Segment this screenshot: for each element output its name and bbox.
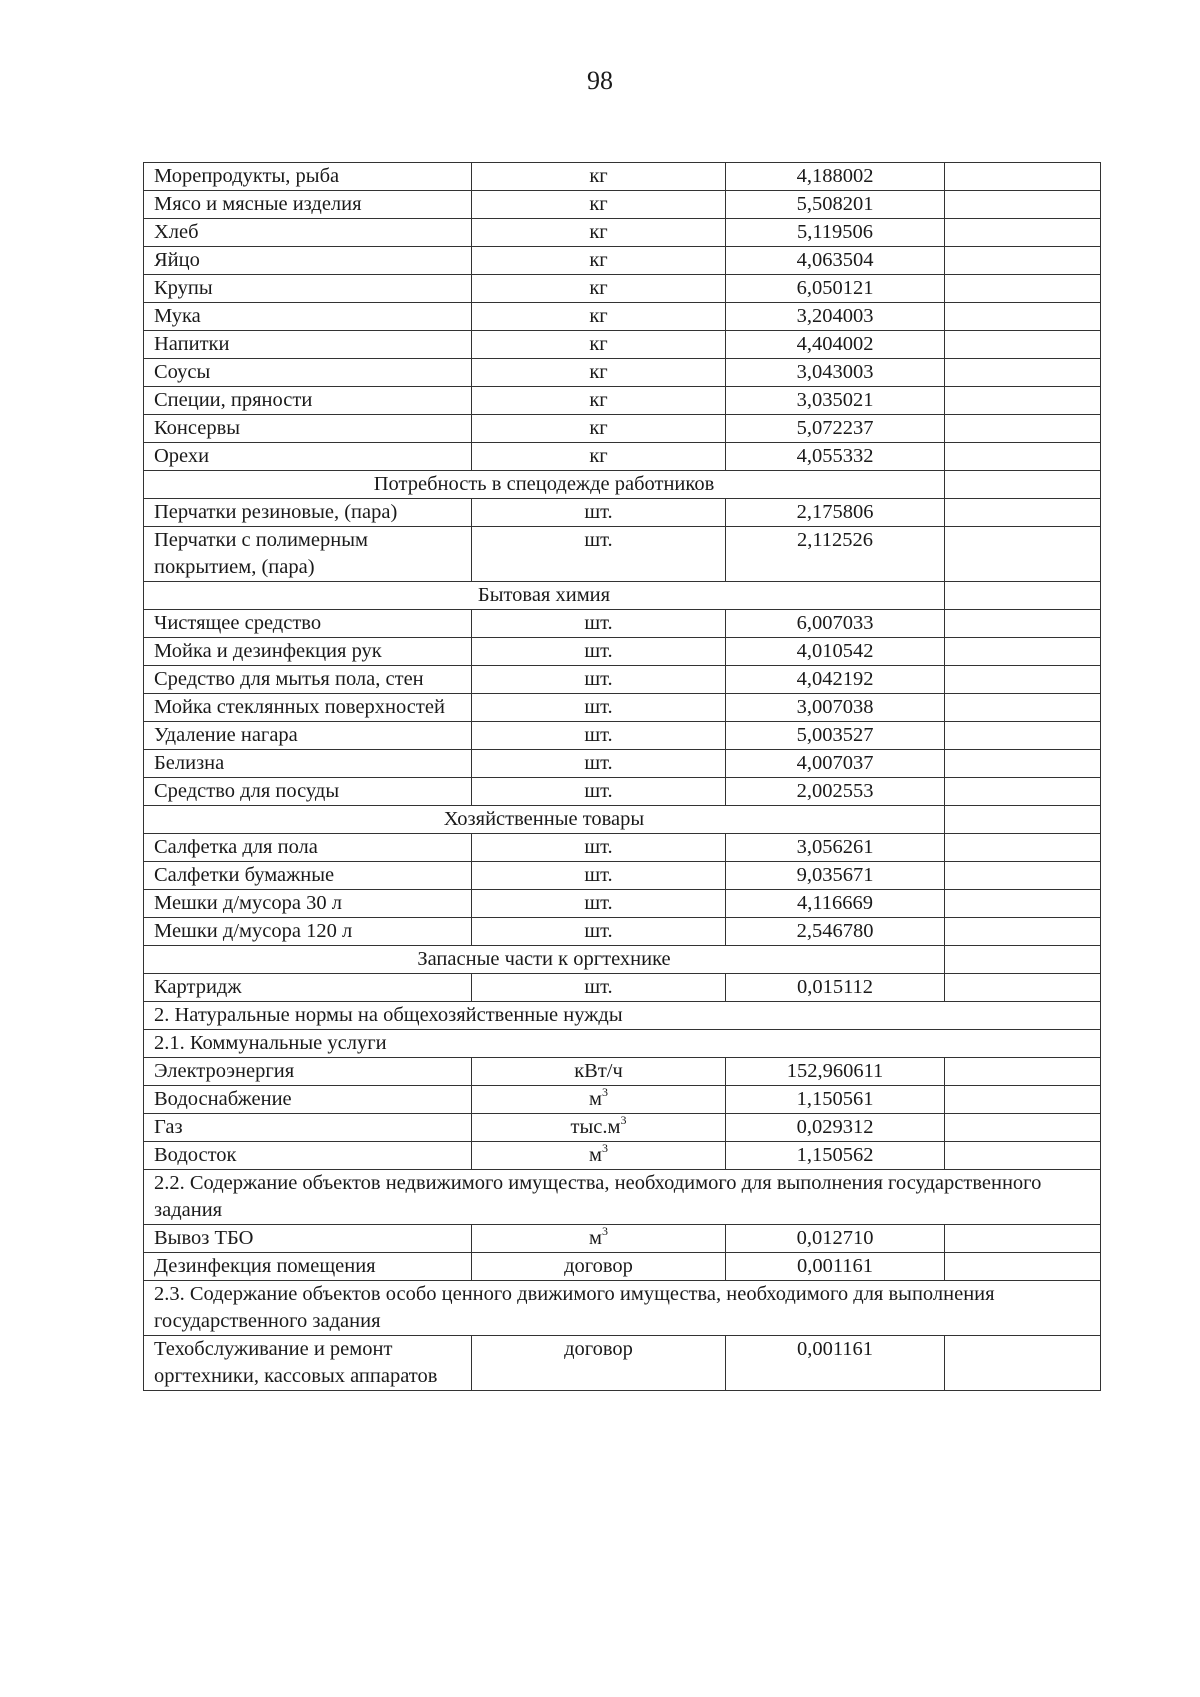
unit-text: кг [589,445,608,467]
table-row [144,1142,1101,1170]
item-value: 5,508201 [726,191,945,219]
item-value: 4,063504 [726,247,945,275]
item-unit [472,247,726,275]
item-name: Мешки д/мусора 30 л [144,890,472,918]
item-unit [472,415,726,443]
empty-cell [945,1086,1101,1114]
unit-text: шт. [584,640,613,662]
table-row [144,974,1101,1002]
item-value: 152,960611 [726,1058,945,1086]
item-value: 0,015112 [726,974,945,1002]
item-unit [472,1114,726,1142]
item-name: Средство для посуды [144,778,472,806]
unit-text: шт. [584,920,613,942]
item-value: 5,072237 [726,415,945,443]
item-value: 4,010542 [726,638,945,666]
item-value: 3,035021 [726,387,945,415]
item-unit [472,387,726,415]
empty-cell [945,1114,1101,1142]
unit-superscript: 3 [620,1113,627,1127]
item-name: Мука [144,303,472,331]
item-name: Вывоз ТБО [144,1225,472,1253]
item-value: 2,546780 [726,918,945,946]
unit-text: кг [589,361,608,383]
table-row [144,1253,1101,1281]
item-value: 4,188002 [726,163,945,191]
item-value: 9,035671 [726,862,945,890]
section-title: Запасные части к оргтехнике [144,946,945,974]
item-name: Напитки [144,331,472,359]
section-row [144,582,1101,610]
item-name: Техобслуживание и ремонт оргтехники, кассовых аппаратов [144,1336,472,1391]
unit-text: шт. [584,612,613,634]
item-name: Мойка и дезинфекция рук [144,638,472,666]
table-row [144,247,1101,275]
item-name: Дезинфекция помещения [144,1253,472,1281]
section-title: 2.3. Содержание объектов особо ценного движимого имущества, необходимого для выполнения государственного задания [144,1281,1101,1336]
item-unit [472,275,726,303]
item-name: Яйцо [144,247,472,275]
item-value: 2,002553 [726,778,945,806]
item-value: 0,012710 [726,1225,945,1253]
item-name: Соусы [144,359,472,387]
unit-superscript: 3 [601,1141,608,1155]
item-value: 3,007038 [726,694,945,722]
empty-cell [945,471,1101,499]
item-value: 0,001161 [726,1336,945,1391]
item-name: Чистящее средство [144,610,472,638]
item-value: 4,404002 [726,331,945,359]
empty-cell [945,890,1101,918]
table-row [144,1058,1101,1086]
item-name: Специи, пряности [144,387,472,415]
unit-text: кг [589,333,608,355]
table-row [144,750,1101,778]
item-name: Перчатки резиновые, (пара) [144,499,472,527]
item-value: 6,007033 [726,610,945,638]
section-title: Хозяйственные товары [144,806,945,834]
section-row [144,471,1101,499]
empty-cell [945,638,1101,666]
empty-cell [945,163,1101,191]
unit-text: тыс.м [570,1116,621,1138]
unit-superscript: 3 [601,1224,608,1238]
empty-cell [945,1253,1101,1281]
section-title: Потребность в спецодежде работников [144,471,945,499]
table-row [144,359,1101,387]
item-value: 0,001161 [726,1253,945,1281]
empty-cell [945,946,1101,974]
item-name: Салфетка для пола [144,834,472,862]
page-number: 98 [587,66,613,95]
item-name: Картридж [144,974,472,1002]
empty-cell [945,610,1101,638]
item-unit [472,834,726,862]
item-unit [472,918,726,946]
empty-cell [945,722,1101,750]
item-unit [472,1225,726,1253]
table-row [144,1086,1101,1114]
empty-cell [945,331,1101,359]
section-title: 2. Натуральные нормы на общехозяйственные нужды [144,1002,1101,1030]
section-row [144,806,1101,834]
item-unit [472,610,726,638]
item-value: 6,050121 [726,275,945,303]
item-unit [472,862,726,890]
item-unit [472,219,726,247]
empty-cell [945,750,1101,778]
unit-text: договор [564,1338,633,1360]
empty-cell [945,778,1101,806]
section-title: Бытовая химия [144,582,945,610]
table-row [144,219,1101,247]
table-row [144,862,1101,890]
unit-text: кг [589,389,608,411]
table-row [144,443,1101,471]
unit-text: кг [589,417,608,439]
empty-cell [945,1142,1101,1170]
table-row [144,499,1101,527]
item-value: 2,175806 [726,499,945,527]
item-name: Хлеб [144,219,472,247]
unit-text: м [589,1227,602,1249]
item-value: 5,119506 [726,219,945,247]
table-row [144,778,1101,806]
unit-text: кВт/ч [574,1060,623,1082]
section-row [144,1170,1101,1225]
table-row [144,610,1101,638]
unit-text: кг [589,193,608,215]
table-row [144,834,1101,862]
item-name: Перчатки с полимерным покрытием, (пара) [144,527,472,582]
empty-cell [945,527,1101,582]
section-row [144,946,1101,974]
item-unit [472,1336,726,1391]
item-unit [472,1253,726,1281]
item-value: 4,042192 [726,666,945,694]
empty-cell [945,415,1101,443]
empty-cell [945,359,1101,387]
item-unit [472,722,726,750]
section-title: 2.1. Коммунальные услуги [144,1030,1101,1058]
item-unit [472,359,726,387]
unit-text: договор [564,1255,633,1277]
empty-cell [945,275,1101,303]
section-row [144,1030,1101,1058]
item-unit [472,1086,726,1114]
unit-text: кг [589,249,608,271]
section-row [144,1281,1101,1336]
empty-cell [945,443,1101,471]
item-unit [472,499,726,527]
table-row [144,694,1101,722]
table-row [144,638,1101,666]
unit-text: м [589,1144,602,1166]
empty-cell [945,1058,1101,1086]
item-unit [472,443,726,471]
item-name: Орехи [144,443,472,471]
item-unit [472,694,726,722]
unit-text: шт. [584,501,613,523]
item-unit [472,163,726,191]
empty-cell [945,303,1101,331]
item-value: 3,043003 [726,359,945,387]
empty-cell [945,694,1101,722]
item-value: 4,116669 [726,890,945,918]
unit-text: кг [589,277,608,299]
unit-text: шт. [584,668,613,690]
empty-cell [945,834,1101,862]
table-row [144,387,1101,415]
item-unit [472,1058,726,1086]
item-name: Мясо и мясные изделия [144,191,472,219]
unit-text: шт. [584,836,613,858]
empty-cell [945,191,1101,219]
item-name: Мойка стеклянных поверхностей [144,694,472,722]
unit-text: шт. [584,752,613,774]
table-row [144,527,1101,582]
item-value: 2,112526 [726,527,945,582]
unit-superscript: 3 [601,1085,608,1099]
empty-cell [945,666,1101,694]
table-row [144,415,1101,443]
norms-table-body [144,163,1101,1391]
item-name: Водосток [144,1142,472,1170]
item-name: Салфетки бумажные [144,862,472,890]
item-name: Белизна [144,750,472,778]
unit-text: шт. [584,724,613,746]
item-value: 0,029312 [726,1114,945,1142]
table-row [144,191,1101,219]
unit-text: м [589,1088,602,1110]
item-name: Газ [144,1114,472,1142]
item-unit [472,974,726,1002]
item-name: Мешки д/мусора 120 л [144,918,472,946]
unit-text: шт. [584,696,613,718]
table-row [144,331,1101,359]
item-value: 5,003527 [726,722,945,750]
item-unit [472,527,726,582]
item-name: Водоснабжение [144,1086,472,1114]
item-value: 3,204003 [726,303,945,331]
table-row [144,303,1101,331]
empty-cell [945,1225,1101,1253]
item-value: 4,007037 [726,750,945,778]
item-unit [472,331,726,359]
table-row [144,890,1101,918]
item-unit [472,1142,726,1170]
empty-cell [945,499,1101,527]
unit-text: шт. [584,864,613,886]
empty-cell [945,387,1101,415]
norms-table [143,162,1101,1391]
item-unit [472,666,726,694]
item-unit [472,750,726,778]
item-unit [472,778,726,806]
table-row [144,722,1101,750]
table-row [144,1225,1101,1253]
unit-text: кг [589,165,608,187]
item-value: 1,150562 [726,1142,945,1170]
unit-text: шт. [584,892,613,914]
item-value: 1,150561 [726,1086,945,1114]
table-row [144,918,1101,946]
empty-cell [945,918,1101,946]
unit-text: кг [589,305,608,327]
table-row [144,666,1101,694]
section-row [144,1002,1101,1030]
table-row [144,163,1101,191]
item-unit [472,638,726,666]
section-title: 2.2. Содержание объектов недвижимого имущества, необходимого для выполнения государственного задания [144,1170,1101,1225]
empty-cell [945,806,1101,834]
unit-text: шт. [584,976,613,998]
item-unit [472,303,726,331]
item-name: Электроэнергия [144,1058,472,1086]
table-row [144,275,1101,303]
empty-cell [945,219,1101,247]
empty-cell [945,862,1101,890]
item-name: Консервы [144,415,472,443]
item-name: Морепродукты, рыба [144,163,472,191]
item-unit [472,191,726,219]
item-value: 4,055332 [726,443,945,471]
unit-text: шт. [584,529,613,551]
unit-text: шт. [584,780,613,802]
table-row [144,1114,1101,1142]
empty-cell [945,247,1101,275]
table-row [144,1336,1101,1391]
empty-cell [945,974,1101,1002]
empty-cell [945,1336,1101,1391]
item-unit [472,890,726,918]
item-value: 3,056261 [726,834,945,862]
empty-cell [945,582,1101,610]
unit-text: кг [589,221,608,243]
item-name: Удаление нагара [144,722,472,750]
item-name: Средство для мытья пола, стен [144,666,472,694]
item-name: Крупы [144,275,472,303]
